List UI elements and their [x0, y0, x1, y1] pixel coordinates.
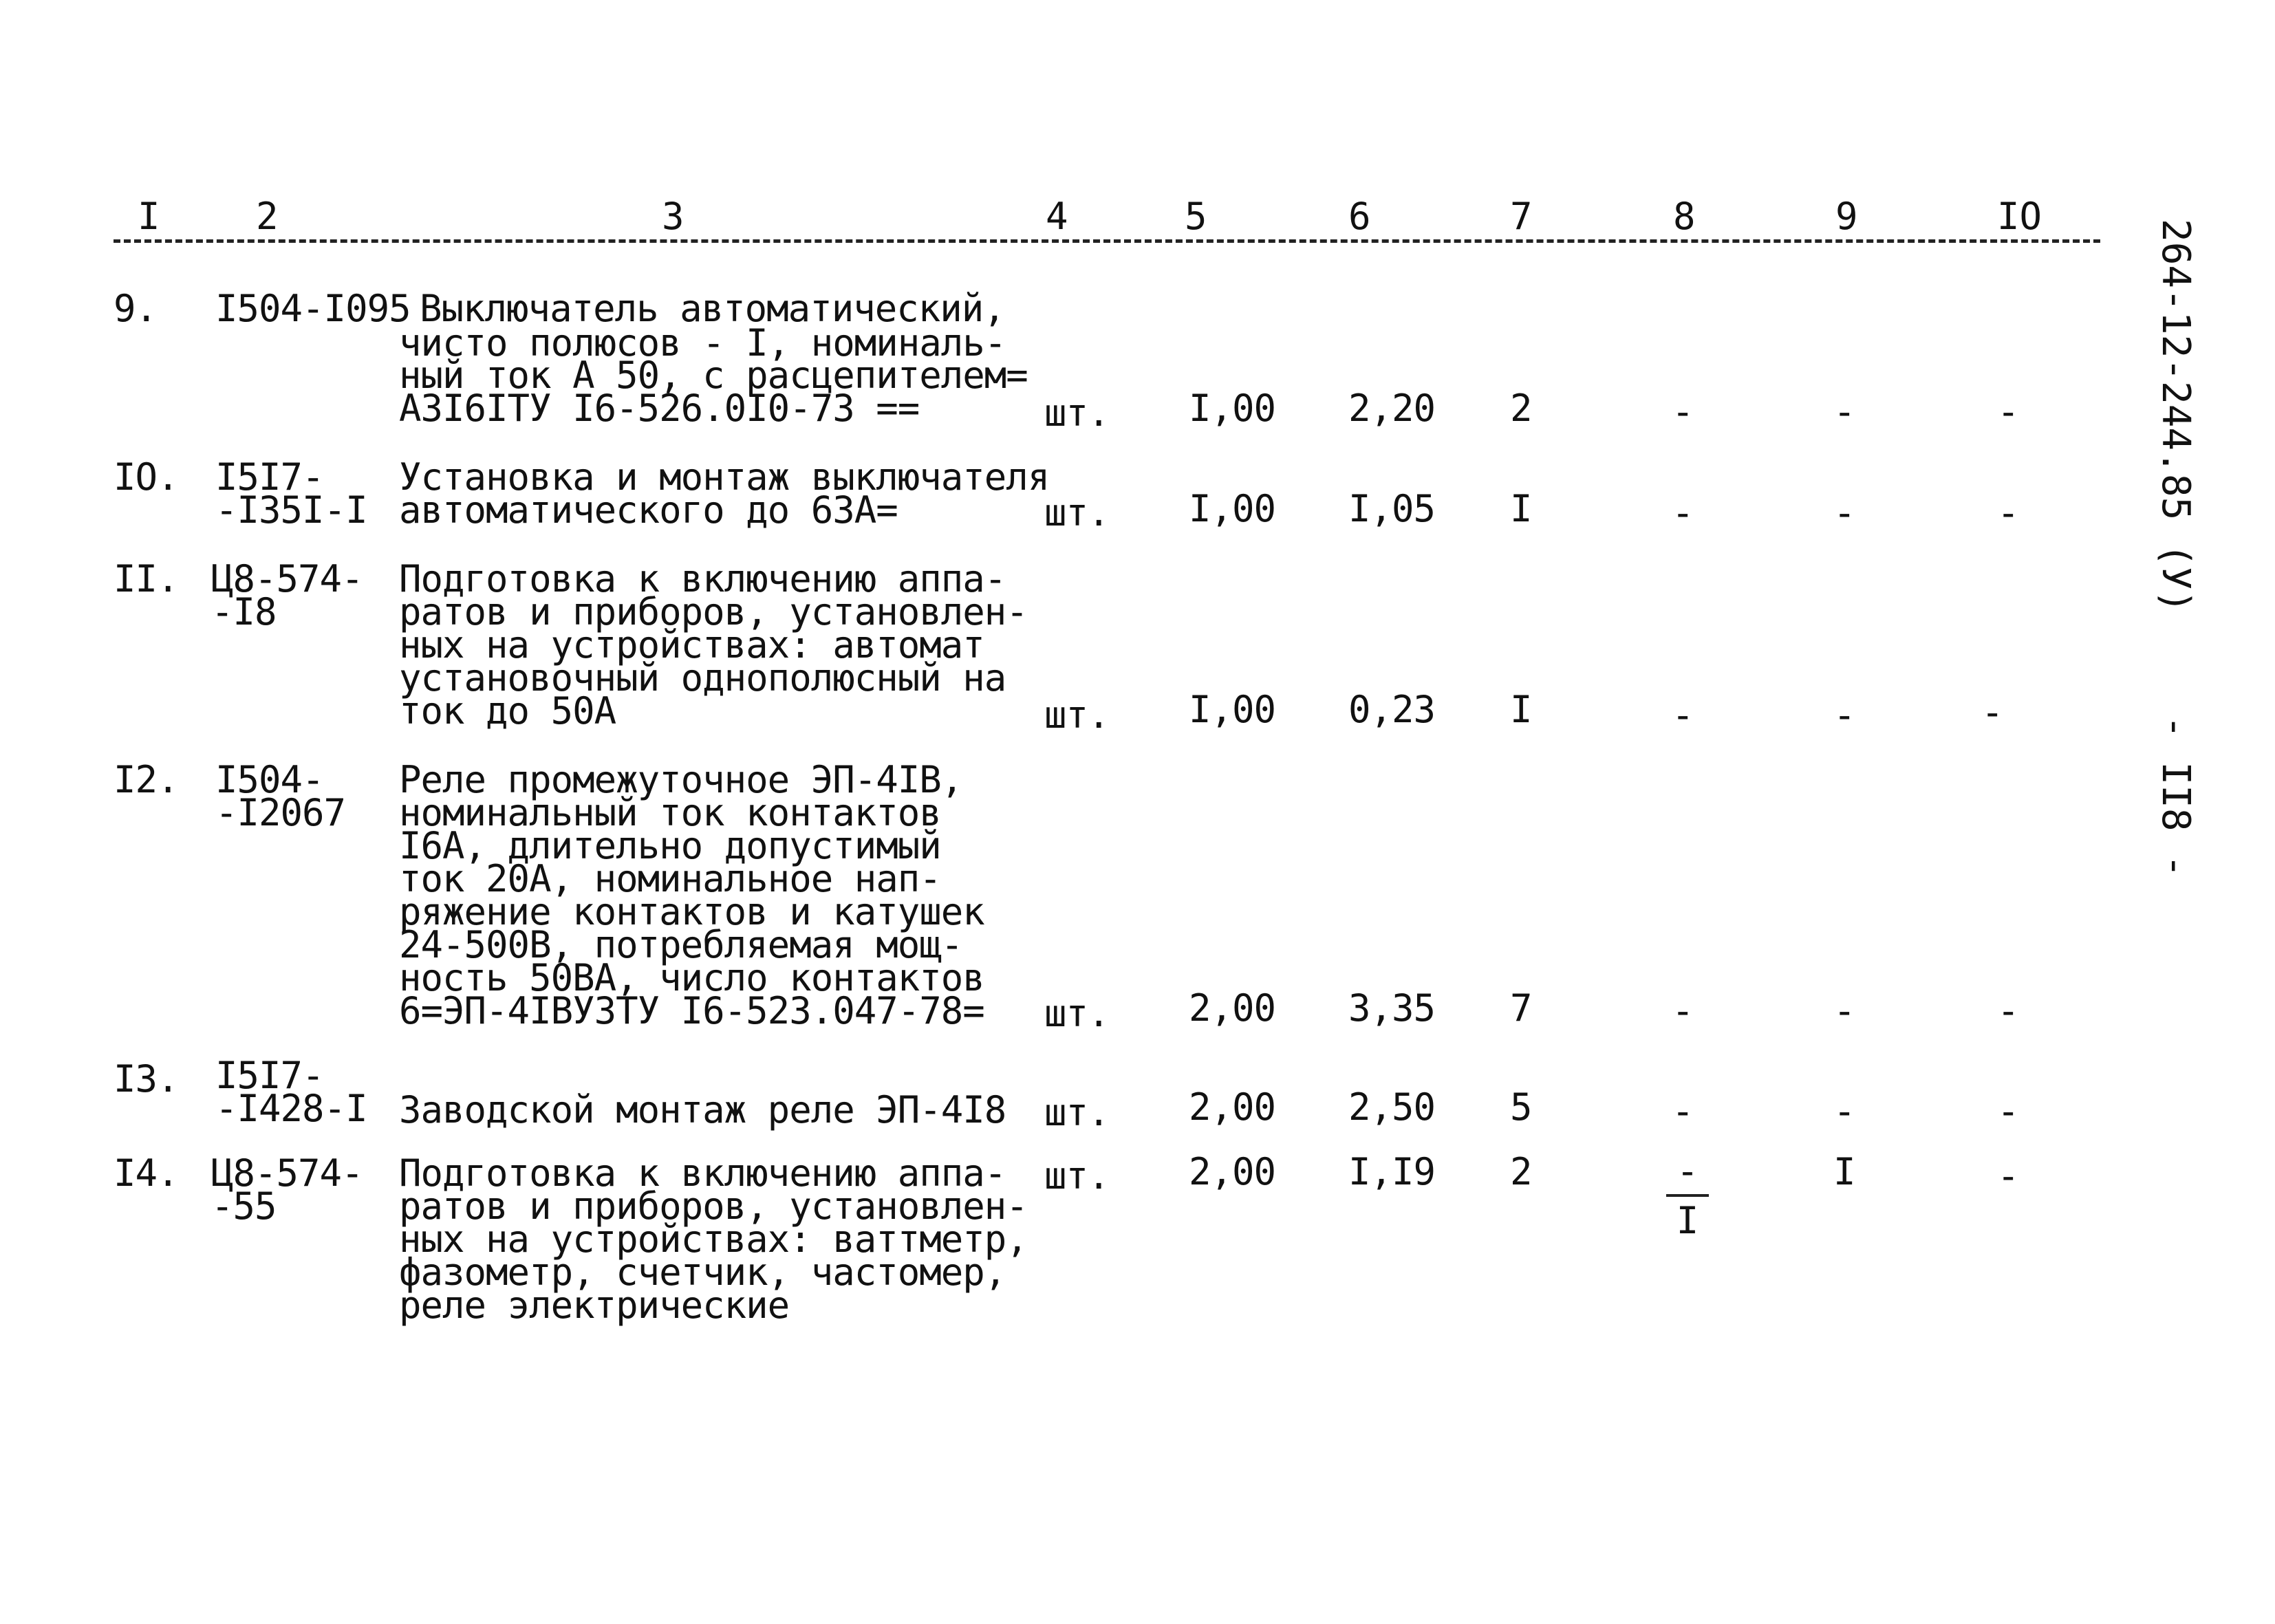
row-desc-line: фазометр, счетчик, частомер, [399, 1251, 1006, 1294]
row-desc-line: Заводской монтаж реле ЭП-4I8 [399, 1088, 1006, 1132]
row-col10: - [1997, 989, 2019, 1032]
row-unit: шт. [1044, 391, 1110, 435]
row-col7: 5 [1510, 1085, 1532, 1129]
row-desc-line: 6=ЭП-4IВУЗТУ I6-523.047-78= [399, 989, 984, 1032]
row-desc-line: чисто полюсов - I, номиналь- [399, 321, 1006, 365]
row-number: IО. [114, 455, 179, 499]
row-number: 9. [114, 287, 158, 330]
row-desc-line: ток 20А, номинальное нап- [399, 857, 941, 900]
row-code-line: -I8 [211, 590, 277, 634]
row-desc-line: Подготовка к включению аппа- [399, 557, 1006, 600]
row-desc-line: Реле промежуточное ЭП-4IВ, [399, 758, 963, 801]
page-number-vertical: - II8 - [2153, 715, 2198, 878]
row-col8: - [1672, 693, 1694, 737]
column-header-2: 2 [256, 195, 279, 238]
row-col7: I [1510, 688, 1532, 731]
column-header-9: 9 [1835, 195, 1858, 238]
row-desc-line: ность 50ВА, число контактов [399, 956, 984, 999]
row-desc-line: I6А, длительно допустимый [399, 824, 941, 867]
fraction-denominator: I [1676, 1199, 1699, 1242]
row-desc-line: номинальный ток контактов [399, 791, 941, 834]
row-unit: шт. [1044, 1154, 1110, 1198]
document-code-vertical: 264-12-244.85 (У) [2153, 219, 2198, 614]
row-quantity: I,00 [1189, 487, 1276, 530]
row-desc-line: реле электрические [399, 1284, 790, 1327]
row-quantity: I,00 [1189, 688, 1276, 731]
header-rule [114, 239, 2100, 243]
row-number: II. [114, 557, 179, 600]
row-unit: шт. [1044, 992, 1110, 1035]
row-col9: - [1833, 693, 1855, 737]
row-col10: - [1981, 691, 2003, 734]
row-desc-line: Подготовка к включению аппа- [399, 1151, 1006, 1195]
row-code-line: -I35I-I [215, 488, 367, 532]
row-desc-line: АЗI6IТУ I6-526.0I0-73 == [399, 387, 920, 430]
row-code-line: -I428-I [215, 1087, 367, 1130]
row-col10: - [1997, 1090, 2019, 1133]
row-code-line: I5I7- [215, 455, 324, 499]
row-code-line: Ц8-574- [211, 1151, 363, 1195]
row-col9: - [1833, 989, 1855, 1032]
column-header-5: 5 [1185, 195, 1207, 238]
row-quantity: I,00 [1189, 387, 1276, 430]
row-desc-line: 24-500В, потребляемая мощ- [399, 923, 963, 966]
row-number: I4. [114, 1151, 179, 1195]
row-desc-line: ных на устройствах: автомат [399, 623, 984, 667]
row-col6: 0,23 [1348, 688, 1436, 731]
row-code-line: I504- [215, 758, 324, 801]
fraction-numerator: - [1676, 1149, 1699, 1193]
column-header-7: 7 [1510, 195, 1533, 238]
row-col10: - [1997, 1154, 2019, 1198]
row-col9: - [1833, 1090, 1855, 1133]
column-header-1: I [138, 195, 160, 238]
row-desc-line: Выключатель автоматический, [420, 287, 1005, 330]
column-header-3: 3 [662, 195, 684, 238]
row-desc-line: ток до 50А [399, 689, 616, 733]
row-unit: шт. [1044, 1091, 1110, 1134]
row-col7: I [1510, 487, 1532, 530]
row-col6: 2,50 [1348, 1085, 1436, 1129]
row-desc-line: автоматического до 63А= [399, 488, 898, 532]
row-desc-line: ратов и приборов, установлен- [399, 1184, 1028, 1228]
row-col7: 2 [1510, 1150, 1532, 1193]
row-col6: 2,20 [1348, 387, 1436, 430]
row-col10: - [1997, 390, 2019, 433]
row-col9: I [1833, 1150, 1855, 1193]
row-col6: I,05 [1348, 487, 1436, 530]
row-quantity: 2,00 [1189, 1085, 1276, 1129]
row-col6: 3,35 [1348, 986, 1436, 1030]
row-desc-line: ных на устройствах: ваттметр, [399, 1217, 1028, 1261]
row-desc-line: ратов и приборов, установлен- [399, 590, 1028, 634]
row-col7: 2 [1510, 387, 1532, 430]
row-desc-line: Установка и монтаж выключателя [399, 455, 1050, 499]
row-col8: - [1672, 491, 1694, 534]
row-col10: - [1997, 491, 2019, 534]
row-desc-line: ряжение контактов и катушек [399, 890, 984, 933]
row-code-line: I5I7- [215, 1054, 324, 1097]
row-col8-fraction [1663, 1149, 1712, 1242]
row-col8: - [1672, 390, 1694, 433]
column-header-8: 8 [1673, 195, 1696, 238]
row-quantity: 2,00 [1189, 1150, 1276, 1193]
row-col7: 7 [1510, 986, 1532, 1030]
row-code-line: Ц8-574- [211, 557, 363, 600]
row-code-line: I504-I095 [215, 287, 411, 330]
row-col8: - [1672, 989, 1694, 1032]
row-unit: шт. [1044, 693, 1110, 737]
row-col8: - [1672, 1090, 1694, 1133]
row-quantity: 2,00 [1189, 986, 1276, 1030]
fraction-bar [1666, 1194, 1709, 1197]
row-desc-line: установочный однополюсный на [399, 656, 1006, 700]
row-number: I2. [114, 758, 179, 801]
column-header-4: 4 [1046, 195, 1068, 238]
row-code-line: -55 [211, 1184, 277, 1228]
column-header-6: 6 [1348, 195, 1371, 238]
row-code-line: -I2067 [215, 791, 346, 834]
row-col9: - [1833, 491, 1855, 534]
row-desc-line: ный ток А 50, с расцепителем= [399, 354, 1028, 397]
row-col9: - [1833, 390, 1855, 433]
row-unit: шт. [1044, 491, 1110, 534]
column-header-10: IО [1997, 195, 2042, 238]
row-col6: I,I9 [1348, 1150, 1436, 1193]
row-number: I3. [114, 1057, 179, 1101]
